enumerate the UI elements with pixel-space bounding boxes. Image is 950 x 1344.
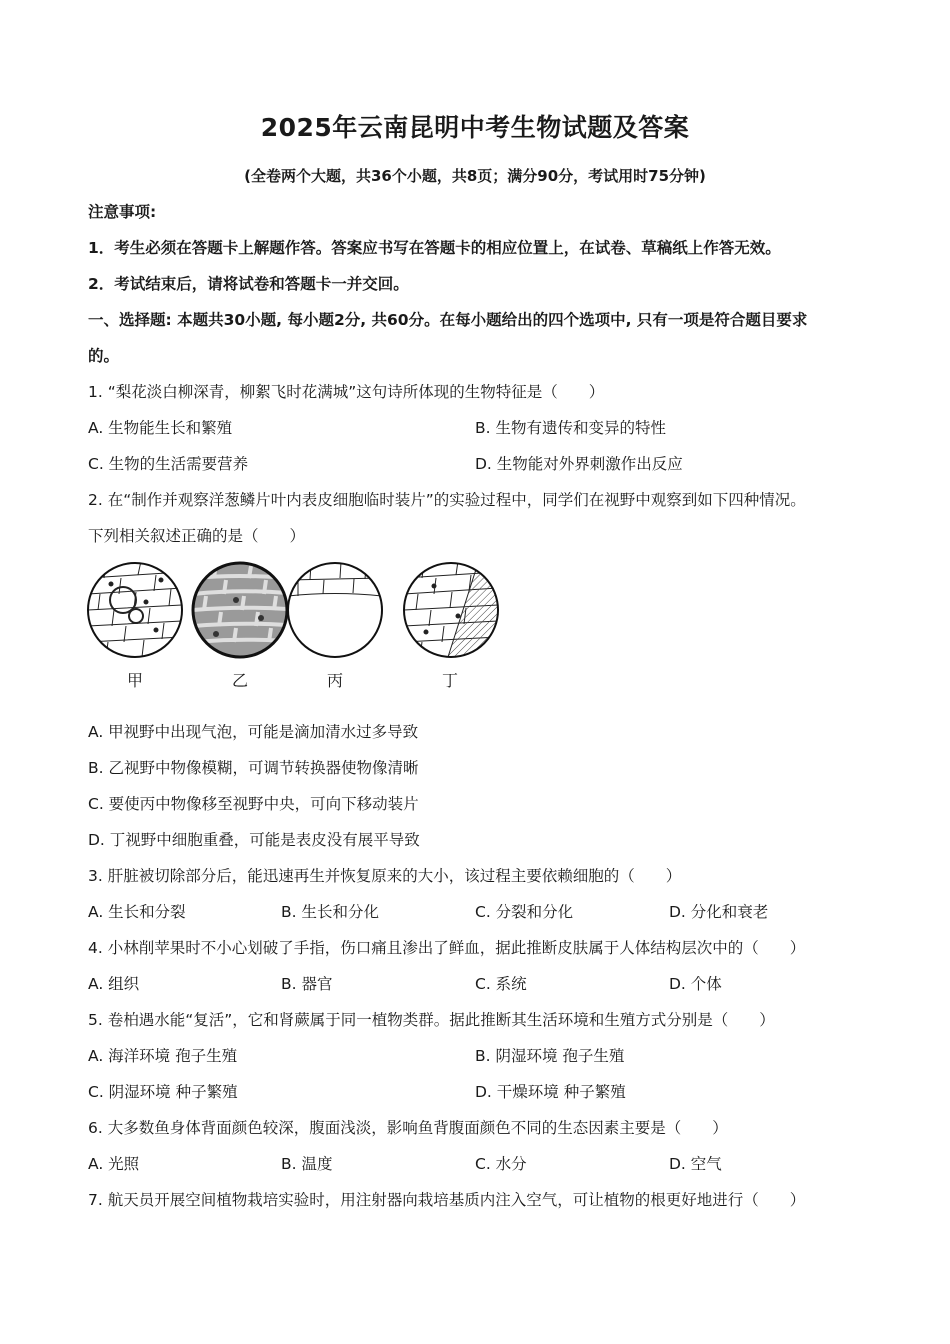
q5-option-b: B. 阴湿环境 孢子生殖 xyxy=(475,1047,625,1065)
q2-option-a: A. 甲视野中出现气泡，可能是滴加清水过多导致 xyxy=(88,723,419,741)
q1-option-b: B. 生物有遗传和变异的特性 xyxy=(475,419,666,437)
question-6-stem: 6. 大多数鱼身体背面颜色较深，腹面浅淡，影响鱼背腹面颜色不同的生态因素主要是（ ） xyxy=(88,1119,728,1137)
q6-option-a: A. 光照 xyxy=(88,1155,140,1173)
question-5-stem: 5. 卷柏遇水能“复活”，它和肾蕨属于同一植物类群。据此推断其生活环境和生殖方式分别是（ ） xyxy=(88,1011,775,1029)
q6-option-d: D. 空气 xyxy=(669,1155,722,1173)
q5-option-c: C. 阴湿环境 种子繁殖 xyxy=(88,1083,238,1101)
question-7-stem: 7. 航天员开展空间植物栽培实验时，用注射器向栽培基质内注入空气，可让植物的根更好地进行（ ） xyxy=(88,1191,806,1209)
q6-option-c: C. 水分 xyxy=(475,1155,527,1173)
notice-heading: 注意事项: xyxy=(88,203,157,221)
q5-option-d: D. 干燥环境 种子繁殖 xyxy=(475,1083,626,1101)
q6-option-b: B. 温度 xyxy=(281,1155,333,1173)
page-subtitle: (全卷两个大题，共36个小题，共8页；满分90分，考试用时75分钟) xyxy=(244,167,706,185)
notice-item-1: 1．考生必须在答题卡上解题作答。答案应书写在答题卡的相应位置上，在试卷、草稿纸上作答无效。 xyxy=(88,239,781,257)
figure-label-jia: 甲 xyxy=(126,671,143,690)
q3-option-b: B. 生长和分化 xyxy=(281,903,379,921)
figure-label-yi: 乙 xyxy=(231,671,248,690)
question-3-stem: 3. 肝脏被切除部分后，能迅速再生并恢复原来的大小，该过程主要依赖细胞的（ ） xyxy=(88,867,682,885)
q3-option-d: D. 分化和衰老 xyxy=(669,903,769,921)
section-heading-line2: 的。 xyxy=(88,347,120,365)
q3-option-c: C. 分裂和分化 xyxy=(475,903,574,921)
q4-option-c: C. 系统 xyxy=(475,975,527,993)
q1-option-d: D. 生物能对外界刺激作出反应 xyxy=(475,455,683,473)
q4-option-a: A. 组织 xyxy=(88,975,140,993)
q2-option-b: B. 乙视野中物像模糊，可调节转换器使物像清晰 xyxy=(88,759,419,777)
q3-option-a: A. 生长和分裂 xyxy=(88,903,186,921)
figure-label-bing: 丙 xyxy=(326,671,343,690)
q5-option-a: A. 海洋环境 孢子生殖 xyxy=(88,1047,238,1065)
q1-option-c: C. 生物的生活需要营养 xyxy=(88,455,249,473)
section-heading-line1: 一、选择题: 本题共30小题, 每小题2分, 共60分。在每小题给出的四个选项中, 只有一项是符合题目要求 xyxy=(88,311,808,329)
figure-label-ding: 丁 xyxy=(441,671,458,690)
q4-option-d: D. 个体 xyxy=(669,975,722,993)
view-bing-offset xyxy=(288,562,382,657)
question-4-stem: 4. 小林削苹果时不小心划破了手指，伤口痛且渗出了鲜血，据此推断皮肤属于人体结构层次中的（ ） xyxy=(88,939,806,957)
question-1-stem: 1. “梨花淡白柳深青，柳絮飞时花满城”这句诗所体现的生物特征是（ ） xyxy=(88,383,605,401)
q2-option-d: D. 丁视野中细胞重叠，可能是表皮没有展平导致 xyxy=(88,831,420,849)
view-jia-bubbles xyxy=(88,561,182,657)
q4-option-b: B. 器官 xyxy=(281,975,333,993)
question-2-stem: 2. 在“制作并观察洋葱鳞片叶内表皮细胞临时装片”的实验过程中，同学们在视野中观察到如下四种情况。 xyxy=(88,491,806,509)
page-title: 2025年云南昆明中考生物试题及答案 xyxy=(260,113,690,142)
view-yi-blurry xyxy=(193,563,287,657)
view-ding-overlap xyxy=(404,561,498,657)
question-2-stem-cont: 下列相关叙述正确的是（ ） xyxy=(88,527,306,545)
q1-option-a: A. 生物能生长和繁殖 xyxy=(88,419,233,437)
q2-option-c: C. 要使丙中物像移至视野中央，可向下移动装片 xyxy=(88,795,419,813)
notice-item-2: 2．考试结束后，请将试卷和答题卡一并交回。 xyxy=(88,275,409,293)
